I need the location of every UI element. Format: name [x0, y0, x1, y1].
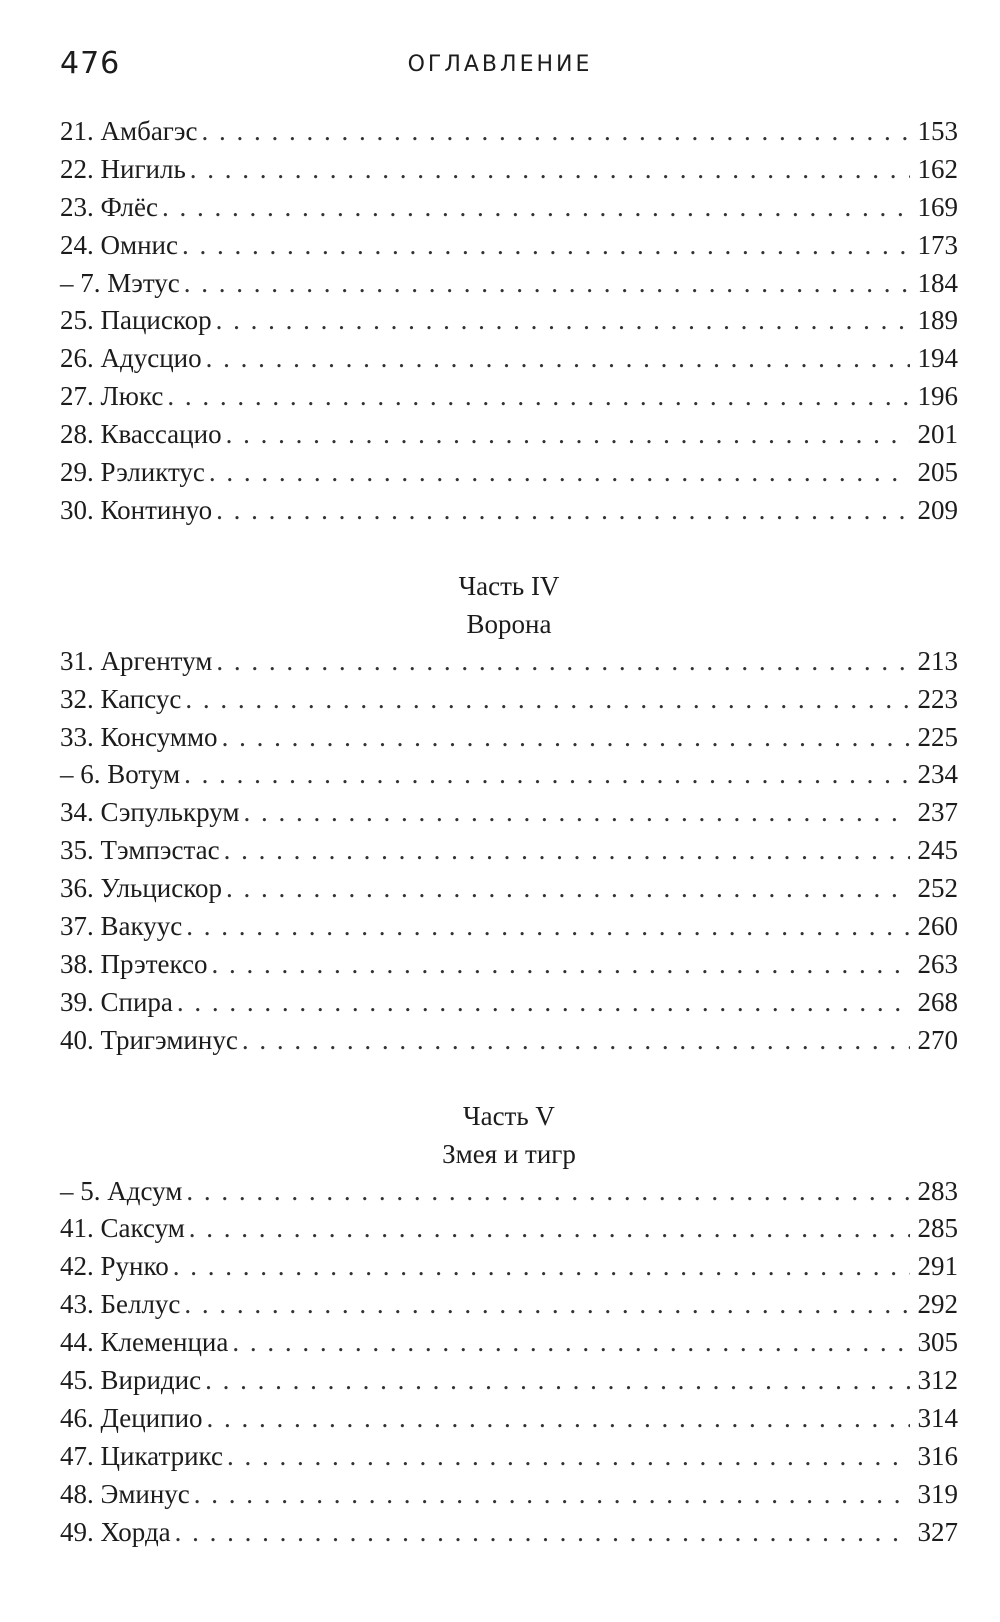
chapter-title: 22. Нигиль [60, 153, 186, 184]
toc-entry [60, 492, 958, 530]
chapter-page-number: 173 [917, 229, 958, 260]
chapter-title: 47. Цикатрикс [60, 1440, 223, 1471]
dot-leader [205, 1362, 910, 1400]
dot-leader [216, 302, 910, 340]
chapter-title: 43. Беллус [60, 1289, 181, 1320]
chapter-page-number: 305 [917, 1327, 958, 1358]
page-number: 476 [60, 46, 121, 81]
section-title: ОГЛАВЛЕНИЕ [407, 52, 593, 77]
toc-entry [60, 870, 958, 908]
toc-entry [60, 681, 958, 719]
dot-leader [216, 643, 910, 681]
chapter-title: – 5. Адсум [60, 1175, 183, 1206]
chapter-page-number: 285 [917, 1213, 958, 1244]
chapter-title: 37. Вакуус [60, 911, 183, 942]
chapter-page-number: 245 [917, 835, 958, 866]
dot-leader [232, 1324, 910, 1362]
chapter-title: 23. Флёс [60, 191, 158, 222]
dot-leader [173, 1248, 910, 1286]
chapter-title: 25. Пацискор [60, 305, 212, 336]
chapter-title: 40. Тригэминус [60, 1024, 238, 1055]
dot-leader [175, 1514, 910, 1552]
chapter-page-number: 283 [917, 1175, 958, 1206]
toc-entry [60, 189, 958, 227]
dot-leader [194, 1476, 910, 1514]
toc-entry [60, 643, 958, 681]
chapter-page-number: 194 [917, 343, 958, 374]
dot-leader [207, 1400, 910, 1438]
chapter-page-number: 263 [917, 948, 958, 979]
chapter-title: 31. Аргентум [60, 645, 213, 676]
toc-entry [60, 265, 958, 303]
chapter-page-number: 234 [917, 759, 958, 790]
toc-entry [60, 946, 958, 984]
dot-leader [206, 340, 910, 378]
toc-entry [60, 1173, 958, 1211]
toc-entry [60, 984, 958, 1022]
part-name: Змея и тигр [442, 1138, 576, 1169]
dot-leader [182, 227, 910, 265]
dot-leader [189, 1210, 910, 1248]
chapter-title: 27. Люкс [60, 381, 164, 412]
chapter-title: 38. Прэтексо [60, 948, 208, 979]
chapter-title: 32. Капсус [60, 683, 182, 714]
toc-entry [60, 454, 958, 492]
chapter-page-number: 201 [917, 419, 958, 450]
toc-entry [60, 1476, 958, 1514]
chapter-page-number: 189 [917, 305, 958, 336]
chapter-page-number: 316 [917, 1440, 958, 1471]
chapter-page-number: 162 [917, 153, 958, 184]
toc-entry [60, 832, 958, 870]
toc-entry [60, 756, 958, 794]
toc-entry [60, 1324, 958, 1362]
chapter-page-number: 169 [917, 191, 958, 222]
chapter-page-number: 223 [917, 683, 958, 714]
toc-entry [60, 794, 958, 832]
dot-leader [211, 946, 910, 984]
chapter-page-number: 237 [917, 797, 958, 828]
chapter-page-number: 291 [917, 1251, 958, 1282]
toc-entry [60, 1438, 958, 1476]
toc-entry [60, 227, 958, 265]
dot-leader [222, 719, 910, 757]
chapter-page-number: 153 [917, 116, 958, 146]
chapter-title: 45. Виридис [60, 1365, 202, 1396]
dot-leader [167, 378, 910, 416]
running-head [0, 46, 1000, 86]
toc-entry [60, 1286, 958, 1324]
toc-entry [60, 1400, 958, 1438]
toc-entry [60, 908, 958, 946]
toc-entry [60, 378, 958, 416]
table-of-contents [60, 113, 958, 1552]
chapter-title: 30. Континуо [60, 494, 213, 525]
chapter-page-number: 225 [917, 721, 958, 752]
chapter-title: – 7. Мэтус [60, 267, 180, 298]
dot-leader [216, 492, 910, 530]
dot-leader [227, 1438, 910, 1476]
chapter-page-number: 252 [917, 873, 958, 904]
dot-leader [243, 794, 910, 832]
dot-leader [184, 1286, 910, 1324]
toc-entry [60, 302, 958, 340]
dot-leader [162, 189, 910, 227]
chapter-title: 36. Ульцискор [60, 873, 222, 904]
part-name: Ворона [466, 608, 552, 639]
toc-entry [60, 340, 958, 378]
chapter-page-number: 292 [917, 1289, 958, 1320]
dot-leader [184, 265, 910, 303]
dot-leader [209, 454, 910, 492]
dot-leader [184, 756, 910, 794]
chapter-page-number: 268 [917, 986, 958, 1017]
chapter-title: 33. Консуммо [60, 721, 218, 752]
chapter-title: 44. Клеменциа [60, 1327, 229, 1358]
toc-entry [60, 719, 958, 757]
dot-leader [185, 681, 910, 719]
chapter-page-number: 314 [917, 1402, 958, 1433]
dot-leader [226, 416, 910, 454]
toc-entry [60, 1022, 958, 1060]
chapter-title: 26. Адусцио [60, 343, 202, 374]
dot-leader [186, 1173, 910, 1211]
chapter-page-number: 205 [917, 457, 958, 488]
dot-leader [201, 113, 910, 151]
dot-leader [224, 832, 910, 870]
chapter-page-number: 213 [917, 645, 958, 676]
chapter-title: 48. Эминус [60, 1478, 190, 1509]
toc-entry [60, 1514, 958, 1552]
dot-leader [242, 1022, 910, 1060]
toc-entry [60, 416, 958, 454]
chapter-title: 34. Сэпулькрум [60, 797, 240, 828]
chapter-page-number: 209 [917, 494, 958, 525]
chapter-title: 21. Амбагэс [60, 116, 198, 146]
chapter-title: 28. Квассацио [60, 419, 222, 450]
dot-leader [186, 908, 910, 946]
chapter-page-number: 260 [917, 911, 958, 942]
part-heading [60, 1060, 958, 1173]
chapter-page-number: 196 [917, 381, 958, 412]
dot-leader [226, 870, 910, 908]
toc-entry [60, 1248, 958, 1286]
chapter-title: – 6. Вотум [60, 759, 181, 790]
part-label: Часть V [463, 1100, 555, 1131]
dot-leader [190, 151, 910, 189]
toc-entry [60, 1362, 958, 1400]
chapter-title: 42. Рунко [60, 1251, 169, 1282]
part-heading [60, 530, 958, 643]
chapter-page-number: 312 [917, 1365, 958, 1396]
dot-leader [177, 984, 910, 1022]
chapter-title: 41. Саксум [60, 1213, 185, 1244]
toc-entry [60, 113, 958, 151]
chapter-page-number: 184 [917, 267, 958, 298]
chapter-title: 35. Тэмпэстас [60, 835, 220, 866]
chapter-page-number: 270 [917, 1024, 958, 1055]
chapter-page-number: 319 [917, 1478, 958, 1509]
chapter-title: 46. Деципио [60, 1402, 203, 1433]
chapter-title: 29. Рэликтус [60, 457, 205, 488]
chapter-title: 39. Спира [60, 986, 173, 1017]
toc-entry [60, 151, 958, 189]
chapter-title: 49. Хорда [60, 1516, 171, 1547]
chapter-title: 24. Омнис [60, 229, 178, 260]
chapter-page-number: 327 [917, 1516, 958, 1547]
part-label: Часть IV [458, 570, 560, 601]
toc-entry [60, 1210, 958, 1248]
